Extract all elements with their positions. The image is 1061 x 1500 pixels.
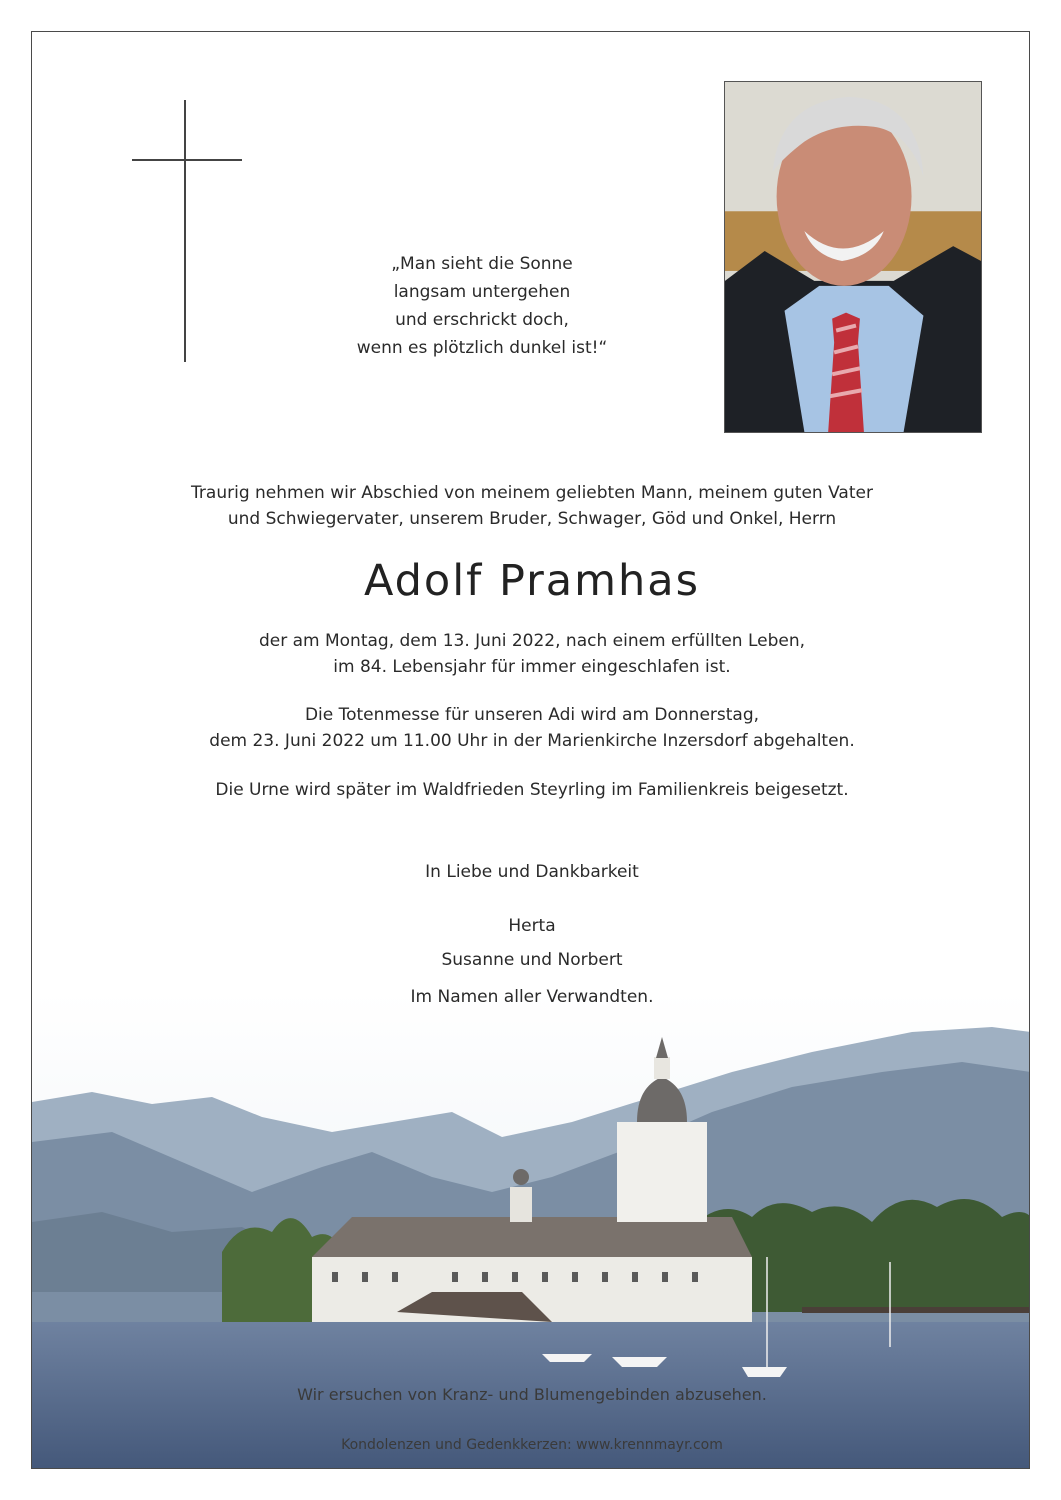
- death-notice-line: im 84. Lebensjahr für immer eingeschlafen ist.: [333, 657, 731, 677]
- obituary-card: [31, 31, 1030, 1469]
- quote-line: „Man sieht die Sonne: [391, 254, 573, 274]
- memorial-quote: [282, 250, 682, 362]
- deceased-name: Adolf Pramhas: [363, 556, 701, 606]
- quote-line: langsam untergehen: [393, 282, 571, 302]
- portrait-photo: [724, 81, 982, 433]
- mourner-name: Im Namen aller Verwandten.: [410, 987, 654, 1007]
- quote-line: und erschrickt doch,: [395, 310, 569, 330]
- intro-line: Traurig nehmen wir Abschied von meinem geliebten Mann, meinem guten Vater: [191, 483, 873, 503]
- condolence-link[interactable]: Kondolenzen und Gedenkkerzen: www.krennmayr.com: [341, 1437, 723, 1453]
- mourner-name: Susanne und Norbert: [441, 950, 623, 970]
- intro-line: und Schwiegervater, unserem Bruder, Schwager, Göd und Onkel, Herrn: [227, 509, 837, 529]
- death-notice-line: der am Montag, dem 13. Juni 2022, nach einem erfüllten Leben,: [258, 631, 806, 651]
- cross-icon: [184, 100, 186, 362]
- mass-notice-line: dem 23. Juni 2022 um 11.00 Uhr in der Marienkirche Inzersdorf abgehalten.: [209, 731, 855, 751]
- quote-line: wenn es plötzlich dunkel ist!“: [356, 338, 608, 358]
- cross-icon-bar: [132, 159, 242, 161]
- mourner-name: Herta: [508, 916, 556, 936]
- mass-notice-line: Die Totenmesse für unseren Adi wird am Donnerstag,: [304, 705, 760, 725]
- flower-request: Wir ersuchen von Kranz- und Blumengebinden abzusehen.: [297, 1385, 767, 1404]
- urn-notice: Die Urne wird später im Waldfrieden Steyrling im Familienkreis beigesetzt.: [215, 780, 849, 800]
- death-notice: [92, 628, 972, 680]
- mass-notice: [92, 702, 972, 754]
- closing-phrase: In Liebe und Dankbarkeit: [425, 862, 639, 882]
- intro-text: [92, 480, 972, 532]
